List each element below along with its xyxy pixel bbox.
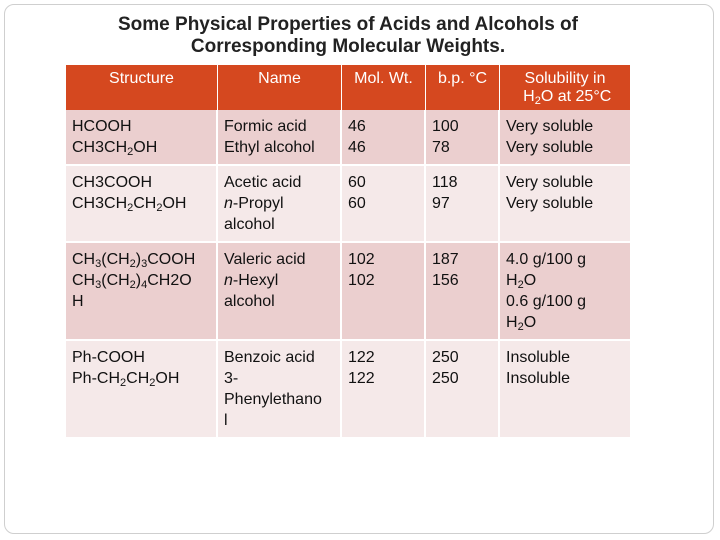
cell-mol-wt: 122 122: [342, 341, 426, 439]
cell-name: Formic acid Ethyl alcohol: [218, 110, 342, 166]
cell-bp: 100 78: [426, 110, 500, 166]
header-name: Name: [218, 65, 342, 110]
cell-bp: 187 156: [426, 243, 500, 341]
cell-structure: HCOOH $CH3CH_2OH$: [66, 110, 218, 166]
title-line-1: Some Physical Properties of Acids and Alcohols of: [118, 14, 578, 35]
slide-title: [0, 14, 696, 58]
table-row: [66, 110, 630, 166]
cell-bp: 118 97: [426, 166, 500, 243]
cell-mol-wt: 60 60: [342, 166, 426, 243]
table-row: [66, 243, 630, 341]
cell-structure: $CH_3(CH_2)_3COOH$ $CH_3(CH_2)_4CH2O$ H: [66, 243, 218, 341]
title-line-2: Corresponding Molecular Weights.: [190, 36, 506, 57]
cell-name: Acetic acid n-Propyl alcohol: [218, 166, 342, 243]
header-bp: b.p. °C: [426, 65, 500, 110]
cell-structure: CH3COOH $CH3CH_2CH_2OH$: [66, 166, 218, 243]
header-structure: Structure: [66, 65, 218, 110]
header-mol-wt: Mol. Wt.: [342, 65, 426, 110]
header-solubility: Solubility in $H_2O$ at 25°C: [500, 65, 630, 110]
cell-solubility: 4.0 g/100 g $H_2O$ 0.6 g/100 g $H_2O$: [500, 243, 630, 341]
cell-structure: Ph-COOH $Ph-CH_2CH_2OH$: [66, 341, 218, 439]
table-header-row: [66, 65, 630, 110]
cell-solubility: Insoluble Insoluble: [500, 341, 630, 439]
cell-solubility: Very soluble Very soluble: [500, 166, 630, 243]
cell-name: Valeric acid n-Hexyl alcohol: [218, 243, 342, 341]
table-row: [66, 341, 630, 439]
cell-bp: 250 250: [426, 341, 500, 439]
cell-mol-wt: 102 102: [342, 243, 426, 341]
cell-solubility: Very soluble Very soluble: [500, 110, 630, 166]
properties-table: [66, 65, 630, 439]
table-row: [66, 166, 630, 243]
cell-name: Benzoic acid 3- Phenylethano l: [218, 341, 342, 439]
cell-mol-wt: 46 46: [342, 110, 426, 166]
